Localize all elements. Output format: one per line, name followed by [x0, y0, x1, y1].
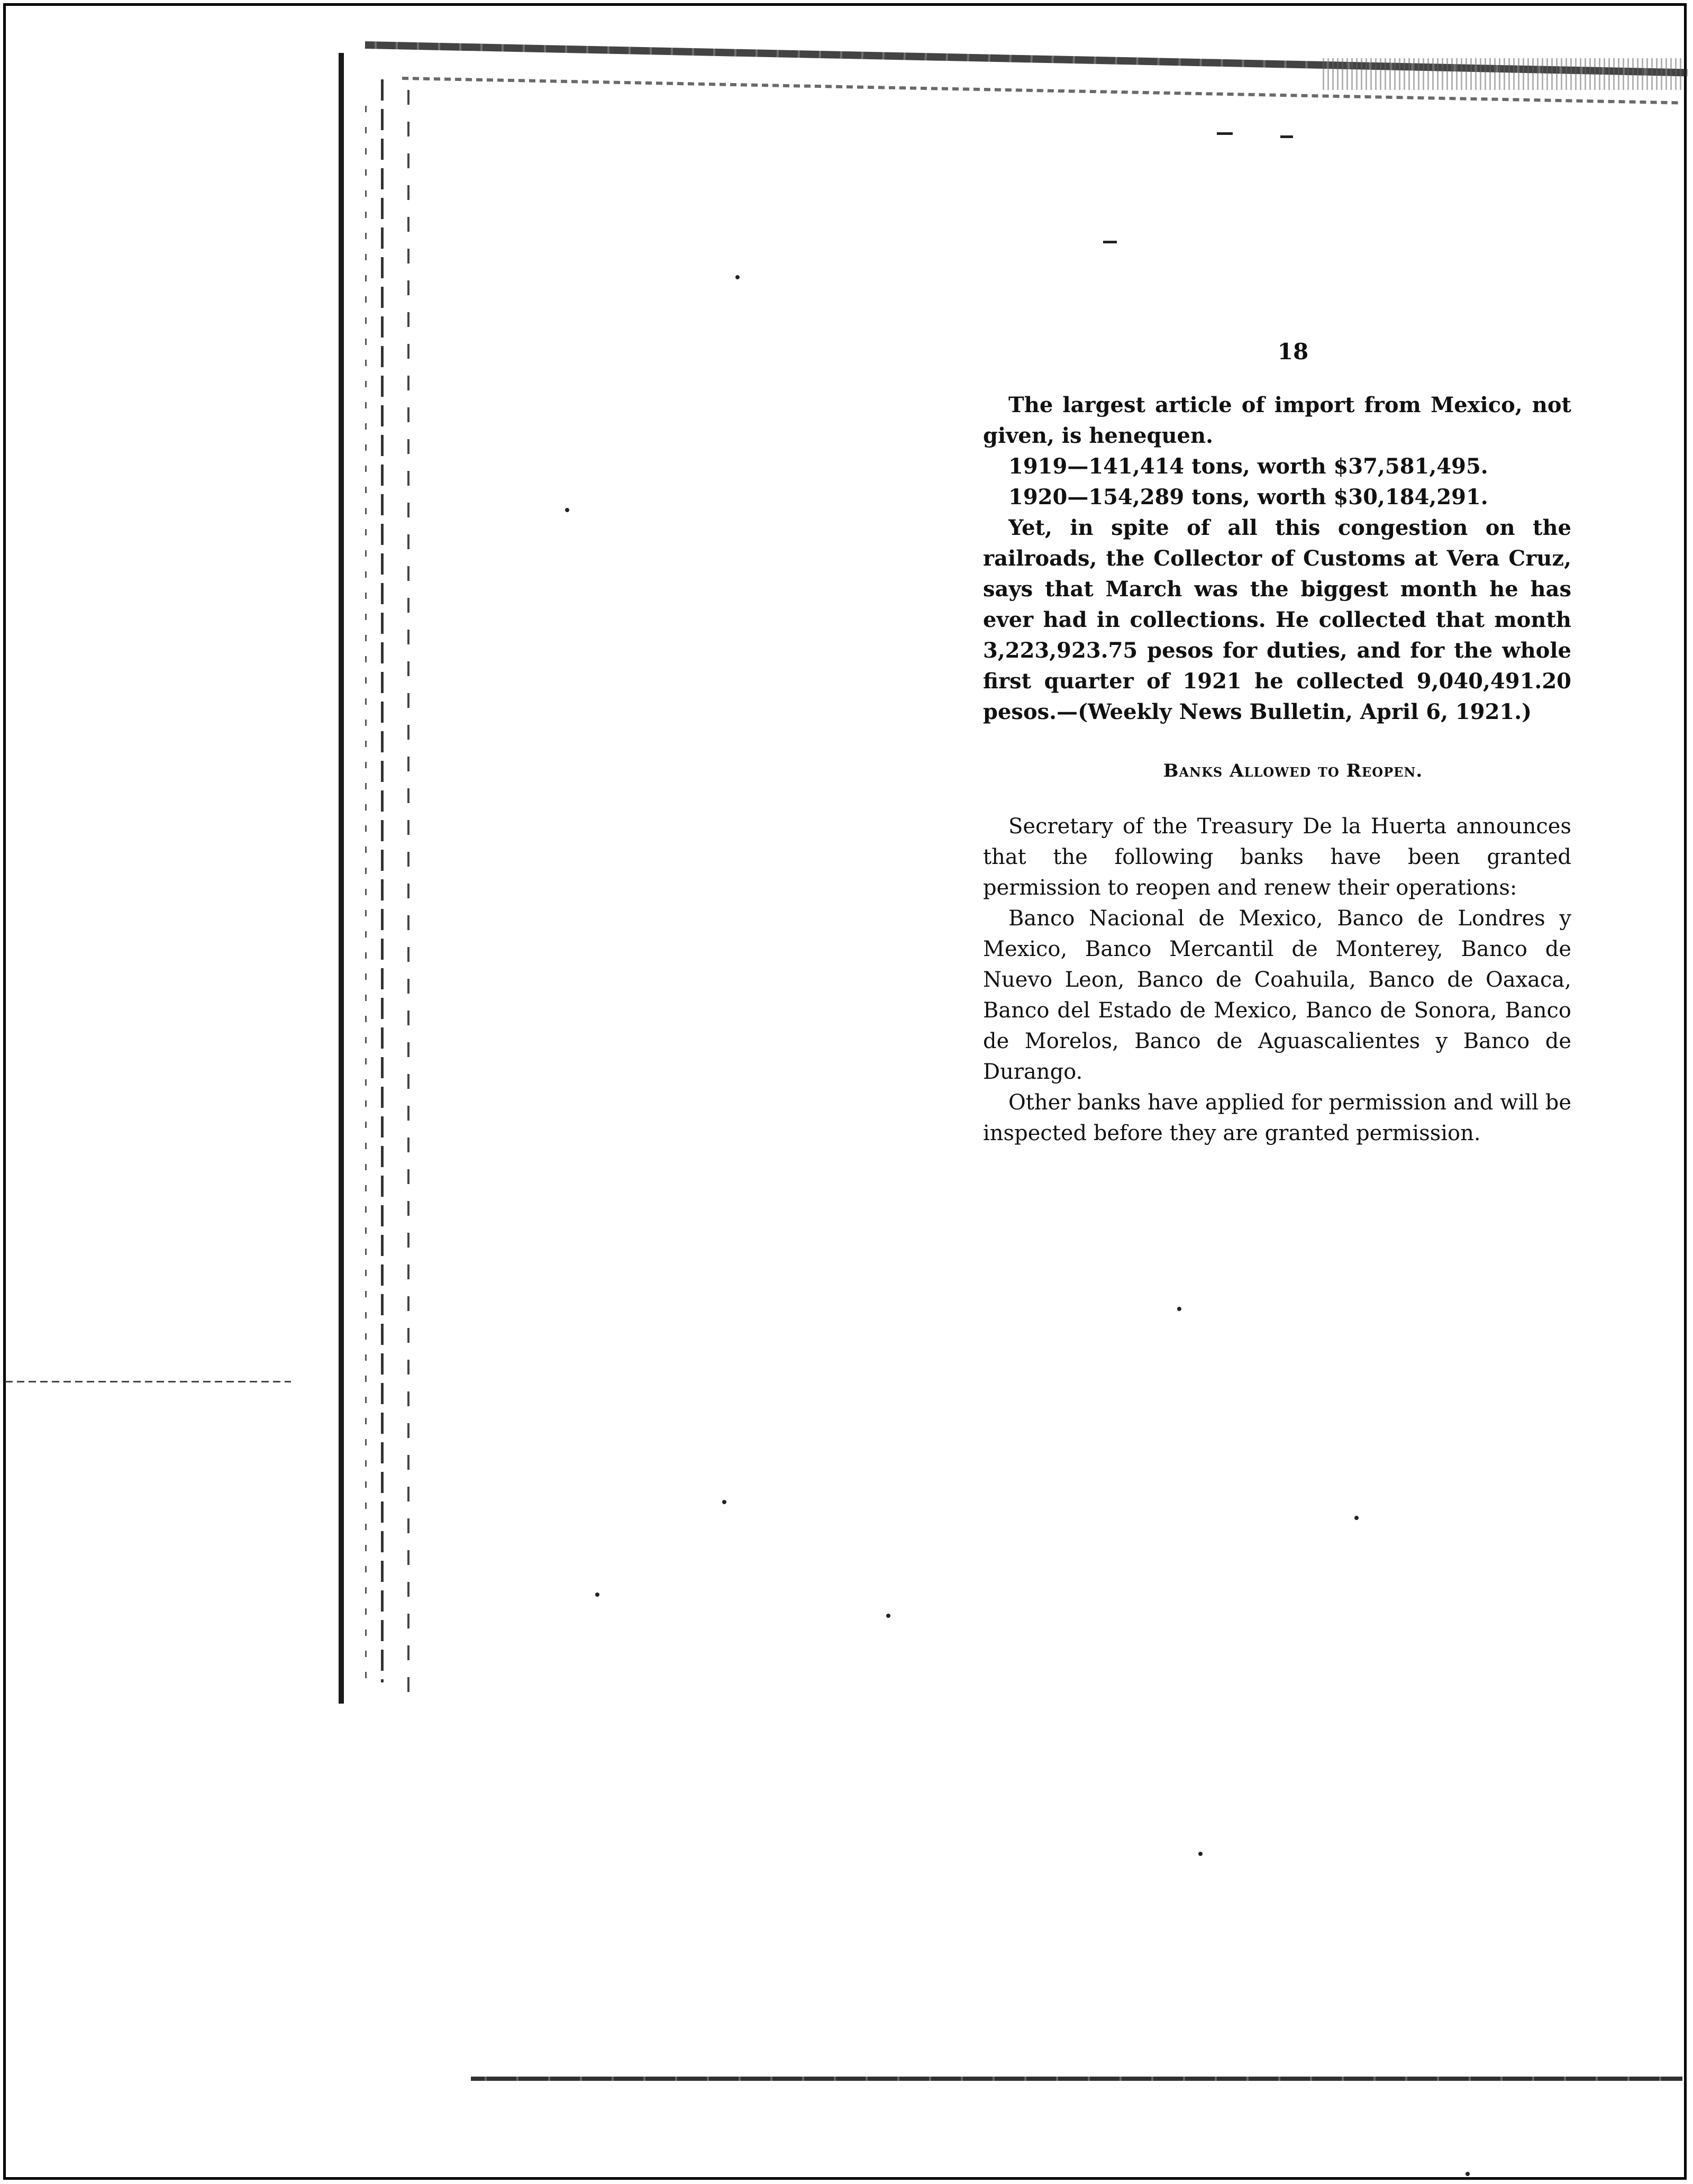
scan-mark — [1217, 132, 1233, 135]
page-content — [983, 339, 1571, 1149]
scan-speck — [595, 1593, 599, 1597]
scan-speck — [1177, 1307, 1181, 1311]
top-scan-speckle — [1323, 58, 1682, 90]
import-1920-line: 1920—154,289 tons, worth $30,184,291. — [1008, 485, 1488, 509]
scan-speck — [1354, 1516, 1359, 1520]
left-scan-rule-dashed — [381, 79, 384, 1682]
treasury-paragraph: Secretary of the Treasury De la Huerta announces that the following banks have been granted permission to reopen and renew their operations: — [983, 814, 1571, 900]
left-fold-line — [5, 1381, 291, 1382]
bottom-scan-rule — [471, 2077, 1682, 2081]
left-scan-rule-dashed-2 — [407, 90, 409, 1704]
scan-speck — [735, 275, 740, 279]
banks-list-paragraph: Banco Nacional de Mexico, Banco de Londres y Mexico, Banco Mercantil de Monterey, Banco de Nuevo Leon, Banco de Coahuila, Banco de Oaxaca, Banco del Estado de Mexico, Banco de Sonora, Banco de Morelos, Banco de Aguascalientes y Banco de Durango. — [983, 906, 1571, 1084]
import-1919-line: 1919—141,414 tons, worth $37,581,495. — [1008, 454, 1488, 479]
page-number: 18 — [1277, 339, 1309, 365]
scan-mark — [1103, 241, 1117, 243]
closing-paragraph: Other banks have applied for permission and will be inspected before they are granted permission. — [983, 1090, 1571, 1145]
scan-speck — [1466, 2172, 1470, 2176]
left-scan-rule — [339, 53, 344, 1704]
section-heading: Banks Allowed to Reopen. — [1163, 760, 1423, 781]
customs-paragraph: Yet, in spite of all this congestion on the railroads, the Collector of Customs at Vera Cruz, says that March was the biggest month he has ever had in collections. He collected that month 3,223,923.75 pesos for duties, and for the whole first quarter of 1921 he collected 9,040,491.20 pesos.—(Weekly News Bulletin, April 6, 1921.) — [983, 515, 1571, 724]
scan-speck — [722, 1500, 726, 1504]
scan-speck — [1198, 1852, 1203, 1856]
left-scan-rule-dashed-3 — [365, 106, 367, 1693]
scan-speck — [886, 1614, 890, 1618]
scan-mark — [1280, 135, 1293, 138]
scan-speck — [565, 508, 569, 512]
intro-paragraph: The largest article of import from Mexico, not given, is henequen. — [983, 393, 1571, 448]
